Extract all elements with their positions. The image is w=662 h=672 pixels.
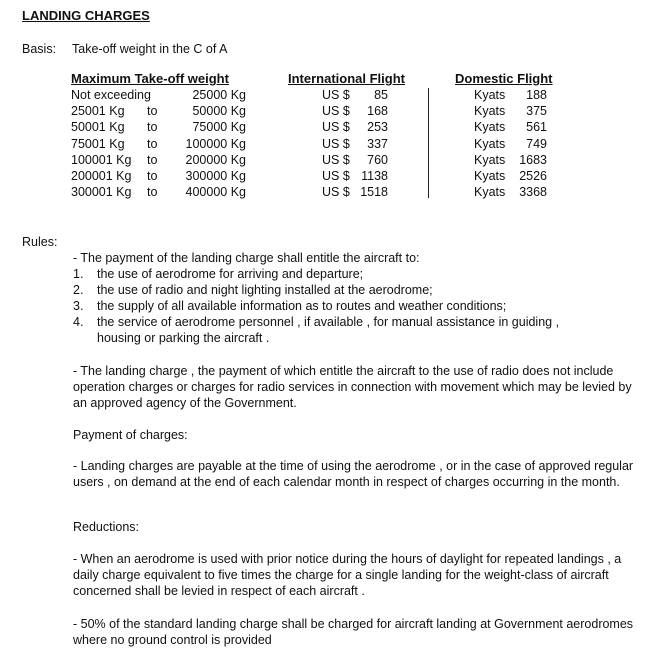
table-cell-from: 300001 Kg	[71, 185, 132, 200]
reductions-heading: Reductions:	[73, 520, 140, 534]
table-cell-intl-cur: US $	[322, 169, 350, 183]
table-cell-to: 300000 Kg	[185, 169, 246, 183]
table-cell-to: 25000 Kg	[192, 88, 246, 102]
table-cell-to-word: to	[147, 185, 158, 200]
table-cell-dom: 1683	[519, 152, 547, 167]
rules-item-continuation: housing or parking the aircraft .	[97, 331, 270, 345]
table-cell-to-word: to	[147, 104, 158, 119]
international-header: International Flight	[288, 71, 405, 86]
table-cell-dom-cur: Kyats	[474, 169, 506, 183]
rules-item-text: the use of radio and night lighting installed at the aerodrome;	[97, 283, 433, 297]
rules-label: Rules:	[22, 235, 58, 249]
table-cell-intl: 168	[367, 104, 388, 119]
table-cell-dom: 561	[526, 120, 547, 135]
basis-label: Basis:	[22, 42, 57, 56]
rules-item-text: the supply of all available information as to routes and weather conditions;	[97, 299, 507, 313]
rules-item-text: the service of aerodrome personnel , if available , for manual assistance in guiding ,	[97, 315, 560, 329]
table-cell-intl-cur: US $	[322, 88, 350, 102]
rules-item-num: 4.	[73, 315, 84, 329]
rules-item-num: 2.	[73, 283, 84, 297]
table-cell-dom: 375	[526, 104, 547, 119]
table-cell-dom-cur: Kyats	[474, 88, 506, 102]
table-cell-dom-cur: Kyats	[474, 120, 506, 135]
table-cell-from: 25001 Kg	[71, 104, 125, 119]
table-cell-dom: 749	[526, 136, 547, 151]
table-cell-intl: 1518	[360, 185, 388, 200]
rules-item-num: 1.	[73, 267, 84, 281]
table-cell-to-word: to	[147, 136, 158, 151]
column-divider	[428, 88, 429, 198]
table-cell-intl: 1138	[361, 169, 388, 183]
table-cell-dom: 2526	[519, 169, 547, 183]
table-cell-to: 100000 Kg	[185, 136, 246, 151]
page-title: LANDING CHARGES	[22, 8, 150, 23]
table-cell-intl: 760	[367, 152, 388, 167]
domestic-header: Domestic Flight	[455, 71, 553, 86]
table-cell-intl-cur: US $	[322, 185, 350, 200]
basis-text: Take-off weight in the C of A	[72, 42, 228, 56]
table-cell-to: 400000 Kg	[185, 185, 246, 200]
table-cell-to: 75000 Kg	[192, 120, 246, 135]
table-cell-from: 100001 Kg	[71, 152, 132, 167]
payment-paragraph: - Landing charges are payable at the time of using the aerodrome , or in the case of approved regular users , on demand at the end of each calendar month in respect of charges occurring in the month.	[73, 459, 634, 490]
table-cell-dom: 3368	[519, 185, 547, 200]
table-cell-to: 200000 Kg	[185, 152, 246, 167]
table-cell-from: 75001 Kg	[71, 136, 125, 151]
weight-header: Maximum Take-off weight	[71, 71, 229, 86]
table-cell-to-word: to	[147, 152, 158, 167]
table-cell-intl-cur: US $	[322, 120, 350, 135]
table-cell-intl-cur: US $	[322, 152, 350, 167]
table-cell-from: 50001 Kg	[71, 120, 125, 135]
rules-item-num: 3.	[73, 299, 84, 313]
table-cell-dom-cur: Kyats	[474, 152, 506, 167]
table-cell-intl-cur: US $	[322, 104, 350, 119]
table-cell-intl-cur: US $	[322, 136, 350, 151]
rules-intro: - The payment of the landing charge shall entitle the aircraft to:	[73, 251, 420, 265]
table-cell-dom-cur: Kyats	[474, 185, 506, 200]
table-cell-dom-cur: Kyats	[474, 136, 506, 151]
table-cell-intl: 85	[374, 88, 388, 102]
table-cell-to: 50000 Kg	[192, 104, 246, 119]
table-cell-to-word: to	[147, 169, 158, 183]
table-cell-dom-cur: Kyats	[474, 104, 506, 119]
table-cell-to-word: to	[147, 120, 158, 135]
rules-item-text: the use of aerodrome for arriving and departure;	[97, 267, 364, 281]
table-cell-from: 200001 Kg	[71, 169, 132, 183]
rules-paragraph: - The landing charge , the payment of which entitle the aircraft to the use of radio does not include operation charges or charges for radio services in connection with movement which may be levied by an approved agency of the Government.	[73, 364, 632, 411]
reductions-paragraph-2: - 50% of the standard landing charge shall be charged for aircraft landing at Government aerodromes where no ground control is provided	[73, 617, 634, 648]
table-cell-from: Not exceeding	[71, 88, 151, 102]
table-cell-intl: 337	[367, 136, 388, 151]
reductions-paragraph-1: - When an aerodrome is used with prior notice during the hours of daylight for repeated landings , a daily charge equivalent to five times the charge for a single landing for the weight-class of aircraft concerned shall be levied in respect of each aircraft .	[73, 552, 622, 599]
payment-heading: Payment of charges:	[73, 428, 188, 442]
table-cell-dom: 188	[526, 88, 547, 102]
table-cell-intl: 253	[367, 120, 388, 135]
